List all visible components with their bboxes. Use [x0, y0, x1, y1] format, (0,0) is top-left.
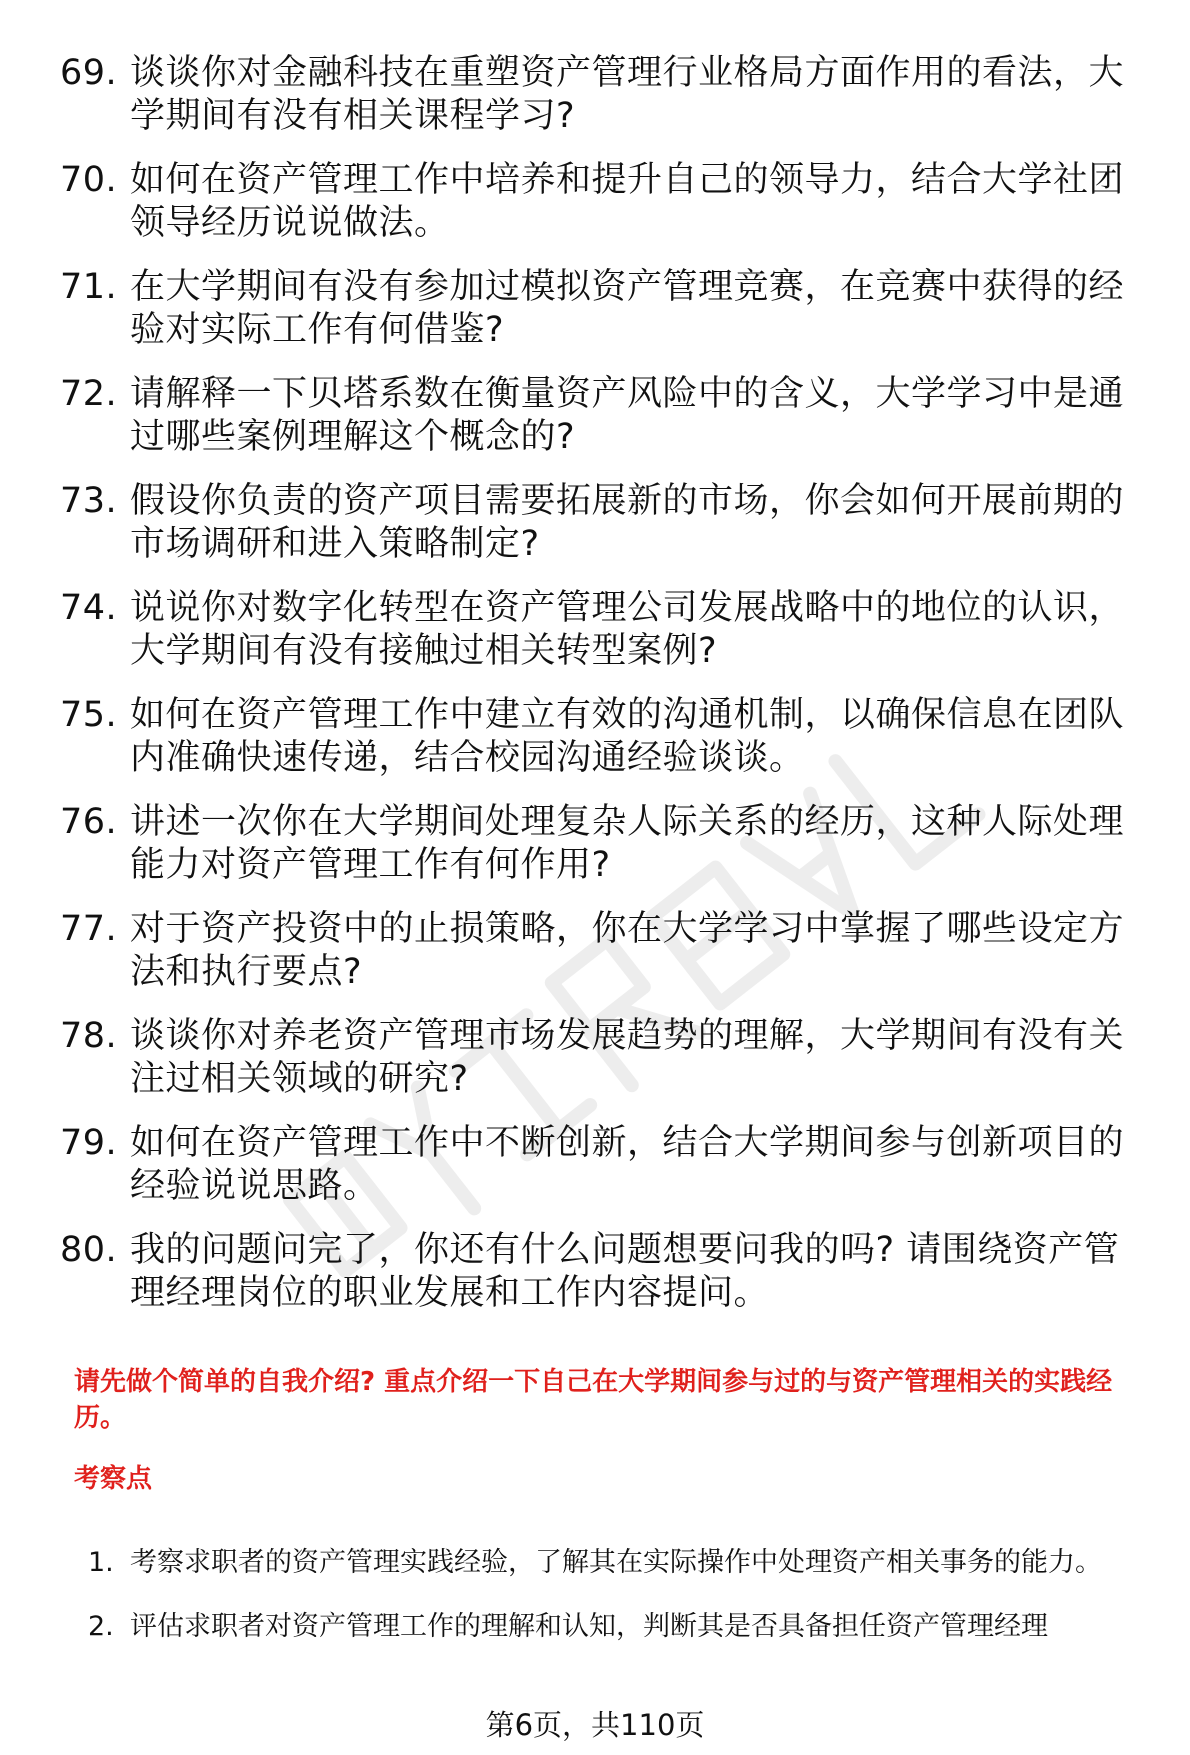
- question-text: 在大学期间有没有参加过模拟资产管理竞赛，在竞赛中获得的经验对实际工作有何借鉴?: [130, 267, 1125, 350]
- section-label: 考察点: [74, 1464, 153, 1494]
- question-number: 73.: [60, 481, 118, 521]
- question-number: 72.: [60, 374, 118, 414]
- question-item-76: [60, 801, 1150, 887]
- question-text: 请解释一下贝塔系数在衡量资产风险中的含义，大学学习中是通过哪些案例理解这个概念的?: [130, 374, 1125, 457]
- question-text: 讲述一次你在大学期间处理复杂人际关系的经历，这种人际处理能力对资产管理工作有何作用?: [130, 802, 1125, 885]
- question-item-70: [60, 159, 1150, 245]
- question-text: 对于资产投资中的止损策略，你在大学学习中掌握了哪些设定方法和执行要点?: [130, 909, 1125, 992]
- point-number: 2.: [88, 1611, 114, 1642]
- question-number: 70.: [60, 160, 118, 200]
- question-text: 如何在资产管理工作中建立有效的沟通机制，以确保信息在团队内准确快速传递，结合校园沟通经验谈谈。: [130, 695, 1125, 778]
- point-item: [88, 1597, 1158, 1657]
- question-number: 69.: [60, 53, 118, 93]
- question-item-73: [60, 480, 1150, 566]
- question-item-71: [60, 266, 1150, 352]
- question-text: 说说你对数字化转型在资产管理公司发展战略中的地位的认识，大学期间有没有接触过相关转型案例?: [130, 588, 1125, 671]
- question-number: 77.: [60, 909, 118, 949]
- point-text: 考察求职者的资产管理实践经验，了解其在实际操作中处理资产相关事务的能力。: [130, 1547, 1102, 1578]
- question-item-77: [60, 908, 1150, 994]
- question-text: 谈谈你对养老资产管理市场发展趋势的理解，大学期间有没有关注过相关领域的研究?: [130, 1016, 1125, 1099]
- question-text: 如何在资产管理工作中培养和提升自己的领导力，结合大学社团领导经历说说做法。: [130, 160, 1125, 243]
- question-text: 我的问题问完了，你还有什么问题想要问我的吗? 请围绕资产管理经理岗位的职业发展和工作内容提问。: [130, 1230, 1120, 1313]
- question-item-72: [60, 373, 1150, 459]
- question-number: 71.: [60, 267, 118, 307]
- point-list: [88, 1533, 1158, 1661]
- question-number: 74.: [60, 588, 118, 628]
- question-number: 76.: [60, 802, 118, 842]
- question-item-80: [60, 1229, 1150, 1315]
- question-text: 谈谈你对金融科技在重塑资产管理行业格局方面作用的看法，大学期间有没有相关课程学习?: [130, 53, 1125, 136]
- highlight-question: 请先做个简单的自我介绍? 重点介绍一下自己在大学期间参与过的与资产管理相关的实践经历。: [74, 1367, 1113, 1433]
- point-number: 1.: [88, 1547, 114, 1578]
- question-item-78: [60, 1015, 1150, 1101]
- question-text: 如何在资产管理工作中不断创新，结合大学期间参与创新项目的经验说说思路。: [130, 1123, 1125, 1206]
- question-list: [60, 52, 1150, 1336]
- point-item: [88, 1533, 1158, 1593]
- page-footer: 第6页，共110页: [485, 1708, 705, 1742]
- question-text: 假设你负责的资产项目需要拓展新的市场，你会如何开展前期的市场调研和进入策略制定?: [130, 481, 1125, 564]
- question-item-69: [60, 52, 1150, 138]
- point-text: 评估求职者对资产管理工作的理解和认知，判断其是否具备担任资产管理经理: [130, 1611, 1048, 1642]
- question-item-75: [60, 694, 1150, 780]
- question-number: 78.: [60, 1016, 118, 1056]
- question-number: 75.: [60, 695, 118, 735]
- question-number: 79.: [60, 1123, 118, 1163]
- question-number: 80.: [60, 1230, 118, 1270]
- question-item-79: [60, 1122, 1150, 1208]
- question-item-74: [60, 587, 1150, 673]
